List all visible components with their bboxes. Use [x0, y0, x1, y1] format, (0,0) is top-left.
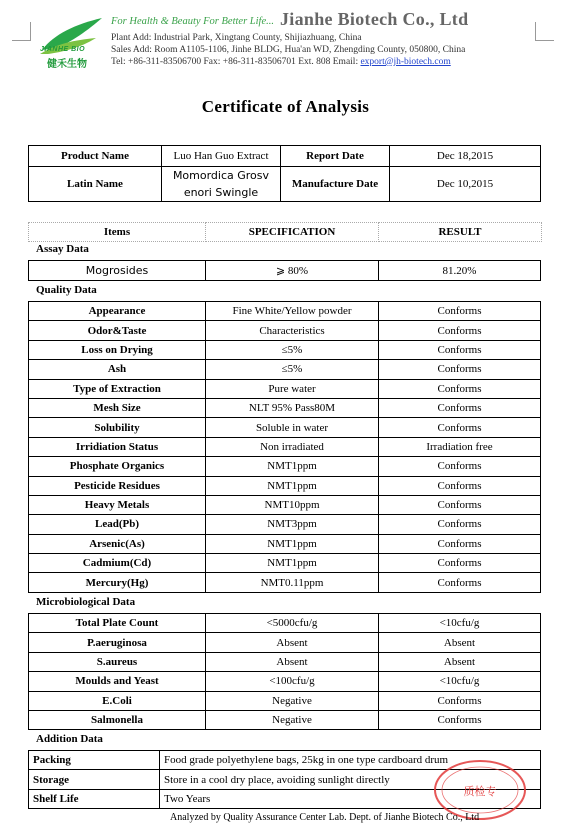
quality-result: Conforms — [379, 321, 541, 340]
quality-result: Conforms — [379, 573, 541, 592]
addition-value: Food grade polyethylene bags, 25kg in one type cardboard drum — [160, 751, 541, 770]
micro-result: <10cfu/g — [379, 614, 541, 633]
micro-section-label: Microbiological Data — [36, 596, 136, 608]
quality-spec: ≤5% — [206, 360, 379, 379]
addition-section-label: Addition Data — [36, 733, 103, 745]
assay-result: 81.20% — [379, 261, 541, 281]
assay-table — [28, 260, 541, 281]
table-row — [29, 476, 541, 495]
latin-name-label: Latin Name — [29, 167, 162, 202]
latin-name-value — [162, 167, 281, 202]
assay-section-label: Assay Data — [36, 243, 89, 255]
quality-item: Mercury(Hg) — [29, 573, 206, 592]
quality-result: Conforms — [379, 495, 541, 514]
micro-item: Total Plate Count — [29, 614, 206, 633]
micro-item: Salmonella — [29, 710, 206, 729]
table-row — [29, 495, 541, 514]
quality-result: Conforms — [379, 360, 541, 379]
table-row — [29, 398, 541, 417]
page-corner-mark — [535, 22, 554, 41]
quality-spec: Fine White/Yellow powder — [206, 302, 379, 321]
micro-result: <10cfu/g — [379, 672, 541, 691]
quality-spec: NMT1ppm — [206, 554, 379, 573]
page-corner-mark — [12, 22, 31, 41]
quality-result: Conforms — [379, 398, 541, 417]
product-info-table — [28, 145, 541, 202]
column-items: Items — [29, 223, 206, 242]
table-row — [29, 302, 541, 321]
product-name-value: Luo Han Guo Extract — [162, 146, 281, 167]
micro-spec: Absent — [206, 652, 379, 671]
table-row — [29, 691, 541, 710]
micro-spec: Negative — [206, 691, 379, 710]
table-row — [29, 515, 541, 534]
manufacture-date-value: Dec 10,2015 — [390, 167, 541, 202]
addition-item: Packing — [29, 751, 160, 770]
table-row — [29, 710, 541, 729]
micro-result: Absent — [379, 633, 541, 652]
table-row — [29, 573, 541, 592]
quality-result: Conforms — [379, 534, 541, 553]
assay-item: Mogrosides — [29, 261, 206, 281]
quality-item: Solubility — [29, 418, 206, 437]
quality-item: Type of Extraction — [29, 379, 206, 398]
column-result: RESULT — [379, 223, 542, 242]
quality-spec: Characteristics — [206, 321, 379, 340]
quality-spec: Soluble in water — [206, 418, 379, 437]
micro-result: Conforms — [379, 710, 541, 729]
micro-spec: <5000cfu/g — [206, 614, 379, 633]
addition-item: Storage — [29, 770, 160, 789]
table-row — [29, 554, 541, 573]
table-row — [29, 418, 541, 437]
contact-text: Tel: +86-311-83506700 Fax: +86-311-83506701 Ext. 808 Email: — [111, 57, 361, 67]
table-row — [29, 360, 541, 379]
table-row — [29, 457, 541, 476]
footer-note: Analyzed by Quality Assurance Center Lab. Dept. of Jianhe Biotech Co., Ltd — [170, 812, 480, 823]
quality-item: Ash — [29, 360, 206, 379]
quality-spec: NMT10ppm — [206, 495, 379, 514]
quality-result: Conforms — [379, 476, 541, 495]
quality-item: Phosphate Organics — [29, 457, 206, 476]
quality-result: Conforms — [379, 379, 541, 398]
email-link[interactable]: export@jh-biotech.com — [360, 57, 451, 67]
report-date-value: Dec 18,2015 — [390, 146, 541, 167]
quality-item: Appearance — [29, 302, 206, 321]
quality-item: Pesticide Residues — [29, 476, 206, 495]
quality-result: Irradiation free — [379, 437, 541, 456]
quality-item: Odor&Taste — [29, 321, 206, 340]
plant-address: Plant Add: Industrial Park, Xingtang County, Shijiazhuang, China — [111, 33, 362, 43]
contact-line — [111, 57, 451, 67]
quality-spec: NMT1ppm — [206, 476, 379, 495]
addition-value: Store in a cool dry place, avoiding sunlight directly — [160, 770, 541, 789]
assay-spec: ⩾ 80% — [206, 261, 379, 281]
table-row — [29, 534, 541, 553]
quality-spec: NMT1ppm — [206, 457, 379, 476]
table-row — [29, 321, 541, 340]
quality-item: Cadmium(Cd) — [29, 554, 206, 573]
quality-item: Arsenic(As) — [29, 534, 206, 553]
addition-value: Two Years — [160, 789, 541, 808]
sales-address: Sales Add: Room A1105-1106, Jinhe BLDG, Hua'an WD, Zhengding County, 050800, China — [111, 45, 466, 55]
quality-result: Conforms — [379, 418, 541, 437]
quality-item: Heavy Metals — [29, 495, 206, 514]
quality-spec: Non irradiated — [206, 437, 379, 456]
table-row — [29, 614, 541, 633]
column-specification: SPECIFICATION — [206, 223, 379, 242]
quality-item: Mesh Size — [29, 398, 206, 417]
micro-spec: Negative — [206, 710, 379, 729]
column-header-table — [28, 222, 542, 242]
table-row — [29, 652, 541, 671]
table-row — [29, 633, 541, 652]
quality-spec: NMT0.11ppm — [206, 573, 379, 592]
quality-spec: Pure water — [206, 379, 379, 398]
table-row — [29, 672, 541, 691]
company-name: Jianhe Biotech Co., Ltd — [280, 9, 469, 29]
micro-item: P.aeruginosa — [29, 633, 206, 652]
seal-text: 质检专 — [463, 785, 497, 798]
quality-result: Conforms — [379, 554, 541, 573]
micro-item: S.aureus — [29, 652, 206, 671]
latin-name-line-2: enori Swingle — [183, 186, 259, 199]
latin-name-line-1: Momordica Grosv — [172, 169, 270, 182]
tagline: For Health & Beauty For Better Life... — [111, 16, 275, 27]
quality-section-label: Quality Data — [36, 284, 97, 296]
table-row — [29, 379, 541, 398]
quality-spec: ≤5% — [206, 340, 379, 359]
document-title: Certificate of Analysis — [201, 97, 370, 116]
addition-item: Shelf Life — [29, 789, 160, 808]
micro-result: Conforms — [379, 691, 541, 710]
micro-item: Moulds and Yeast — [29, 672, 206, 691]
micro-item: E.Coli — [29, 691, 206, 710]
quality-item: Lead(Pb) — [29, 515, 206, 534]
manufacture-date-label: Manufacture Date — [281, 167, 390, 202]
logo-text-en: JIANHE BIO — [40, 46, 86, 53]
quality-spec: NLT 95% Pass80M — [206, 398, 379, 417]
quality-item: Loss on Drying — [29, 340, 206, 359]
micro-spec: Absent — [206, 633, 379, 652]
quality-spec: NMT1ppm — [206, 534, 379, 553]
micro-table — [28, 613, 541, 730]
product-name-label: Product Name — [29, 146, 162, 167]
quality-item: Irridiation Status — [29, 437, 206, 456]
quality-result: Conforms — [379, 457, 541, 476]
micro-spec: <100cfu/g — [206, 672, 379, 691]
quality-result: Conforms — [379, 302, 541, 321]
quality-result: Conforms — [379, 340, 541, 359]
table-row — [29, 437, 541, 456]
quality-spec: NMT3ppm — [206, 515, 379, 534]
micro-result: Absent — [379, 652, 541, 671]
report-date-label: Report Date — [281, 146, 390, 167]
table-row — [29, 340, 541, 359]
logo-text-cn: 健禾生物 — [47, 59, 87, 70]
quality-result: Conforms — [379, 515, 541, 534]
quality-table — [28, 301, 541, 593]
